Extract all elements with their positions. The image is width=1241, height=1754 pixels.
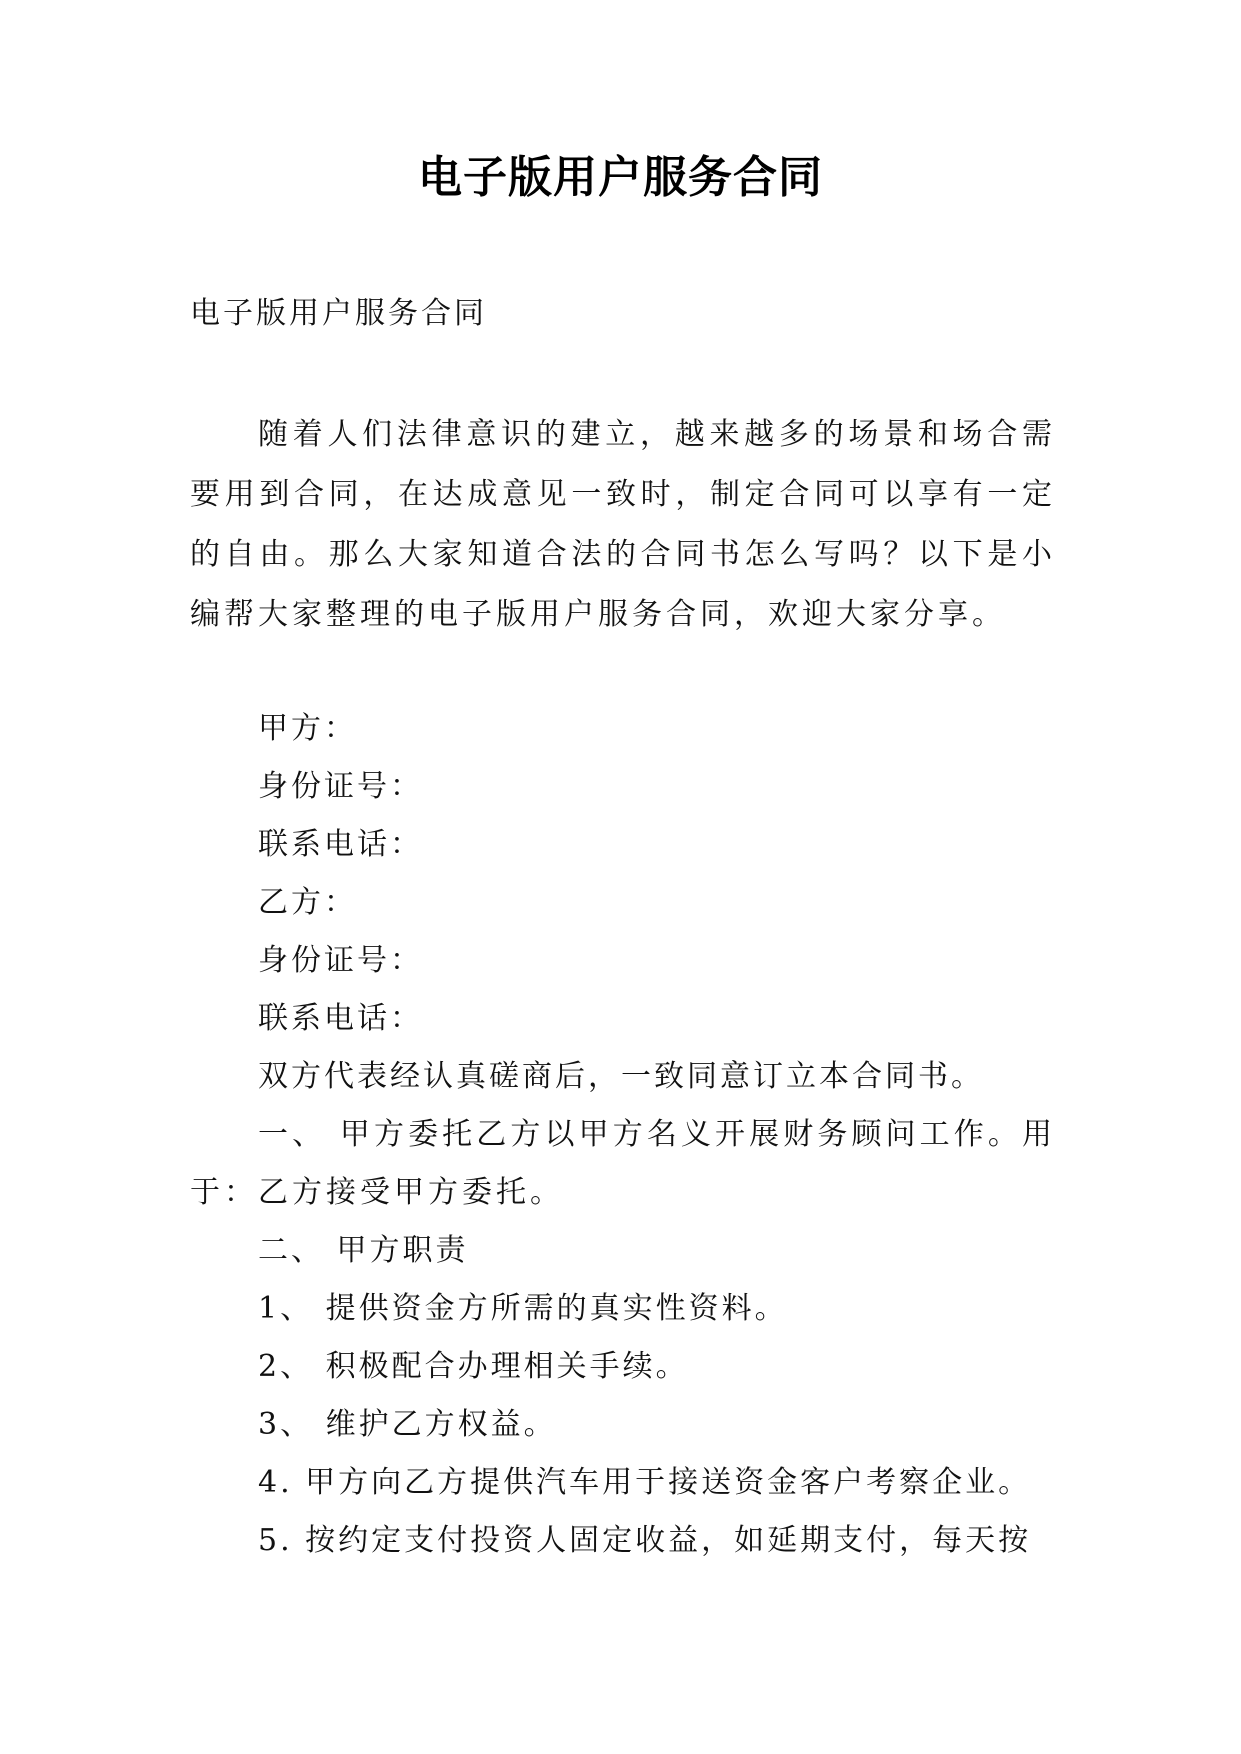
party-a-id-label: 身份证号： xyxy=(258,769,423,804)
intro-paragraph: 随着人们法律意识的建立，越来越多的场景和场合需要用到合同，在达成意见一致时，制定合同可以享有一定的自由。那么大家知道合法的合同书怎么写吗？以下是小编帮大家整理的电子版用户服务合同，欢迎大家分享。 xyxy=(190,417,1056,632)
party-b-id-label: 身份证号： xyxy=(258,943,423,978)
clause-2-item-5: 5. 按约定支付投资人固定收益，如延期支付，每天按 xyxy=(258,1523,1032,1558)
clause-2-item-2: 2、 积极配合办理相关手续。 xyxy=(258,1349,689,1384)
party-b-label: 乙方： xyxy=(258,885,357,920)
party-a-phone-label: 联系电话： xyxy=(258,827,423,862)
clause-2-item-3: 3、 维护乙方权益。 xyxy=(258,1407,557,1442)
clause-2-heading: 二、 甲方职责 xyxy=(258,1233,469,1268)
party-b-phone-label: 联系电话： xyxy=(258,1001,423,1036)
party-a-label: 甲方： xyxy=(258,711,357,746)
clause-2-item-1: 1、 提供资金方所需的真实性资料。 xyxy=(258,1291,788,1326)
document-subtitle: 电子版用户服务合同 xyxy=(190,296,487,331)
contract-body xyxy=(190,700,1056,1570)
clause-1: 一、 甲方委托乙方以甲方名义开展财务顾问工作。用于：乙方接受甲方委托。 xyxy=(190,1117,1056,1210)
document-title: 电子版用户服务合同 xyxy=(418,152,823,203)
clause-2-item-4: 4. 甲方向乙方提供汽车用于接送资金客户考察企业。 xyxy=(258,1465,1032,1500)
agreement-statement: 双方代表经认真磋商后，一致同意订立本合同书。 xyxy=(258,1059,984,1094)
